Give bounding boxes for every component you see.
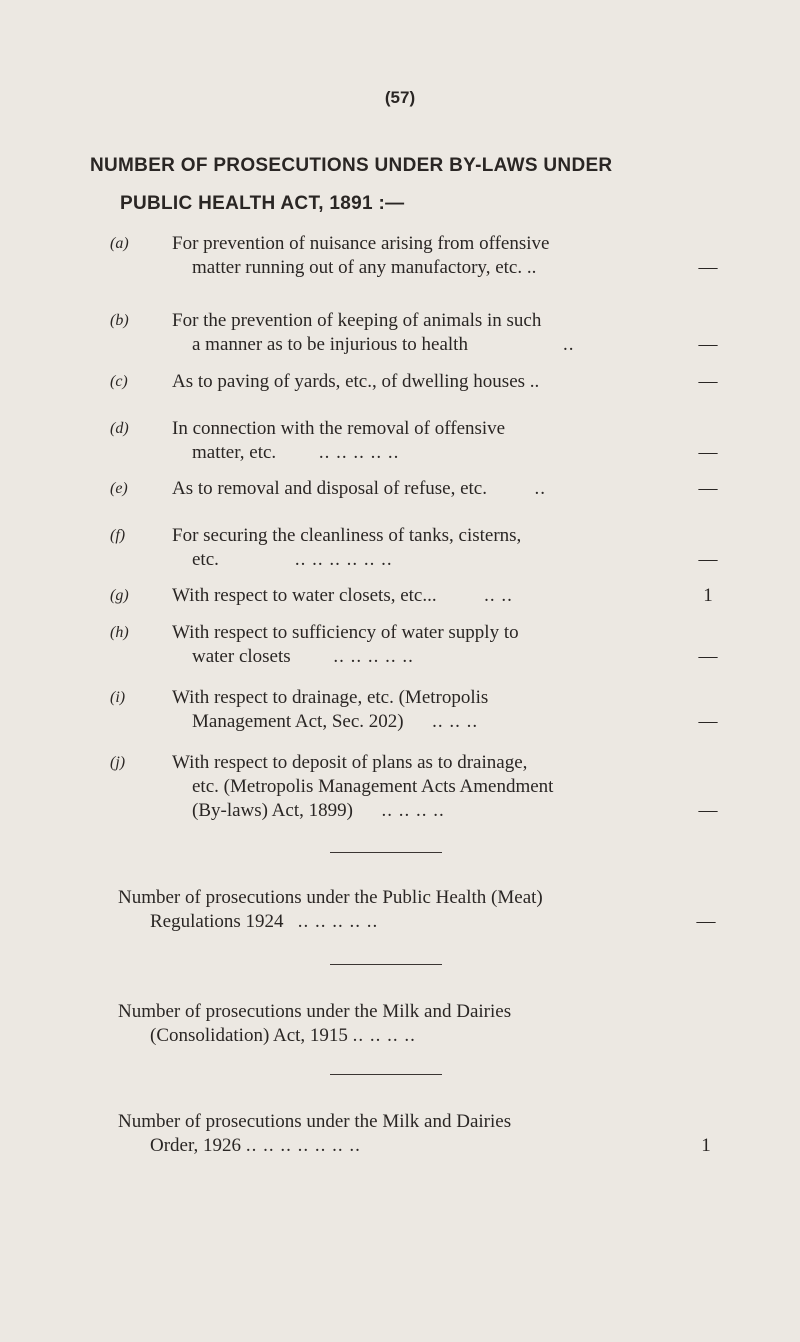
item-count: — — [698, 800, 718, 821]
item-letter: (i) — [110, 689, 126, 706]
leader-dots: .. .. .. .. .. .. — [294, 549, 393, 570]
divider — [330, 964, 442, 965]
stat-text: Number of prosecutions under the Milk and Dairies — [118, 1001, 512, 1022]
page-title — [90, 147, 730, 223]
list-item-d — [110, 417, 720, 465]
item-text-cont: a manner as to be injurious to health — [192, 334, 468, 355]
item-text-cont: matter running out of any manufactory, etc. .. — [192, 257, 537, 278]
item-text: With respect to drainage, etc. (Metropolis — [172, 687, 489, 708]
leader-dots: .. .. .. .. .. — [297, 911, 379, 932]
item-count: — — [698, 257, 718, 278]
stat-count: — — [696, 911, 716, 932]
leader-dots: .. .. — [484, 585, 513, 606]
leader-dots: .. — [562, 334, 575, 355]
item-text: As to paving of yards, etc., of dwelling houses .. — [172, 371, 540, 392]
divider — [330, 852, 442, 853]
divider — [330, 1074, 442, 1075]
item-letter: (f) — [110, 527, 126, 544]
list-item-f — [110, 524, 720, 572]
leader-dots: .. .. .. — [432, 711, 479, 732]
item-letter: (g) — [110, 587, 129, 604]
stat-text-cont: Regulations 1924 — [150, 911, 284, 932]
stat-text: Number of prosecutions under the Milk and Dairies — [118, 1111, 512, 1132]
item-letter: (j) — [110, 754, 126, 771]
list-item-b — [110, 309, 720, 357]
leader-dots: .. .. .. .. .. — [333, 646, 414, 667]
item-letter: (b) — [110, 312, 129, 329]
stat-text-cont: (Consolidation) Act, 1915 — [150, 1025, 348, 1046]
list-item-c — [110, 370, 720, 394]
stat-milk-dairies-act — [118, 1000, 718, 1048]
item-text: With respect to deposit of plans as to drainage, — [172, 752, 528, 773]
item-count: 1 — [703, 585, 713, 606]
list-item-g — [110, 584, 720, 608]
stat-meat-regulations — [118, 886, 718, 934]
item-text-cont: water closets — [192, 646, 291, 667]
item-letter: (h) — [110, 624, 129, 641]
stat-text-cont: Order, 1926 — [150, 1135, 242, 1156]
item-count: — — [698, 442, 718, 463]
item-letter: (e) — [110, 480, 128, 497]
list-item-j — [110, 751, 720, 823]
leader-dots: .. .. .. .. .. — [318, 442, 400, 463]
item-count: — — [698, 711, 718, 732]
item-text: In connection with the removal of offensive — [172, 418, 506, 439]
stat-text: Number of prosecutions under the Public Health (Meat) — [118, 887, 543, 908]
item-text: As to removal and disposal of refuse, etc. — [172, 478, 487, 499]
leader-dots: .. .. .. .. — [381, 800, 445, 821]
item-text-cont: etc. (Metropolis Management Acts Amendment — [192, 776, 554, 797]
leader-dots: .. .. .. .. .. .. .. — [245, 1135, 361, 1156]
stat-milk-dairies-order — [118, 1110, 718, 1158]
item-text-cont: (By-laws) Act, 1899) — [192, 800, 353, 821]
item-text: For securing the cleanliness of tanks, cisterns, — [172, 525, 522, 546]
item-text-cont: Management Act, Sec. 202) — [192, 711, 404, 732]
leader-dots: .. — [534, 478, 546, 499]
item-count: — — [698, 549, 718, 570]
item-count: — — [698, 478, 718, 499]
item-letter: (a) — [110, 235, 129, 252]
title-line-2: PUBLIC HEALTH ACT, 1891 :— — [120, 193, 405, 214]
item-text: For prevention of nuisance arising from offensive — [172, 233, 550, 254]
stat-count: 1 — [701, 1135, 711, 1156]
item-count: — — [698, 371, 718, 392]
item-count: — — [698, 334, 718, 355]
list-item-a — [110, 232, 720, 280]
page-number: (57) — [384, 88, 416, 107]
item-letter: (c) — [110, 373, 128, 390]
leader-dots: .. .. .. .. — [352, 1025, 416, 1046]
item-text: For the prevention of keeping of animals in such — [172, 310, 542, 331]
list-item-e — [110, 477, 720, 501]
list-item-i — [110, 686, 720, 734]
item-text-cont: etc. — [192, 549, 219, 570]
item-text: With respect to sufficiency of water supply to — [172, 622, 519, 643]
item-count: — — [698, 646, 718, 667]
list-item-h — [110, 621, 720, 669]
item-text-cont: matter, etc. — [192, 442, 277, 463]
item-letter: (d) — [110, 420, 129, 437]
item-text: With respect to water closets, etc... — [172, 585, 437, 606]
title-line-1: NUMBER OF PROSECUTIONS UNDER BY-LAWS UNDER — [90, 155, 613, 176]
